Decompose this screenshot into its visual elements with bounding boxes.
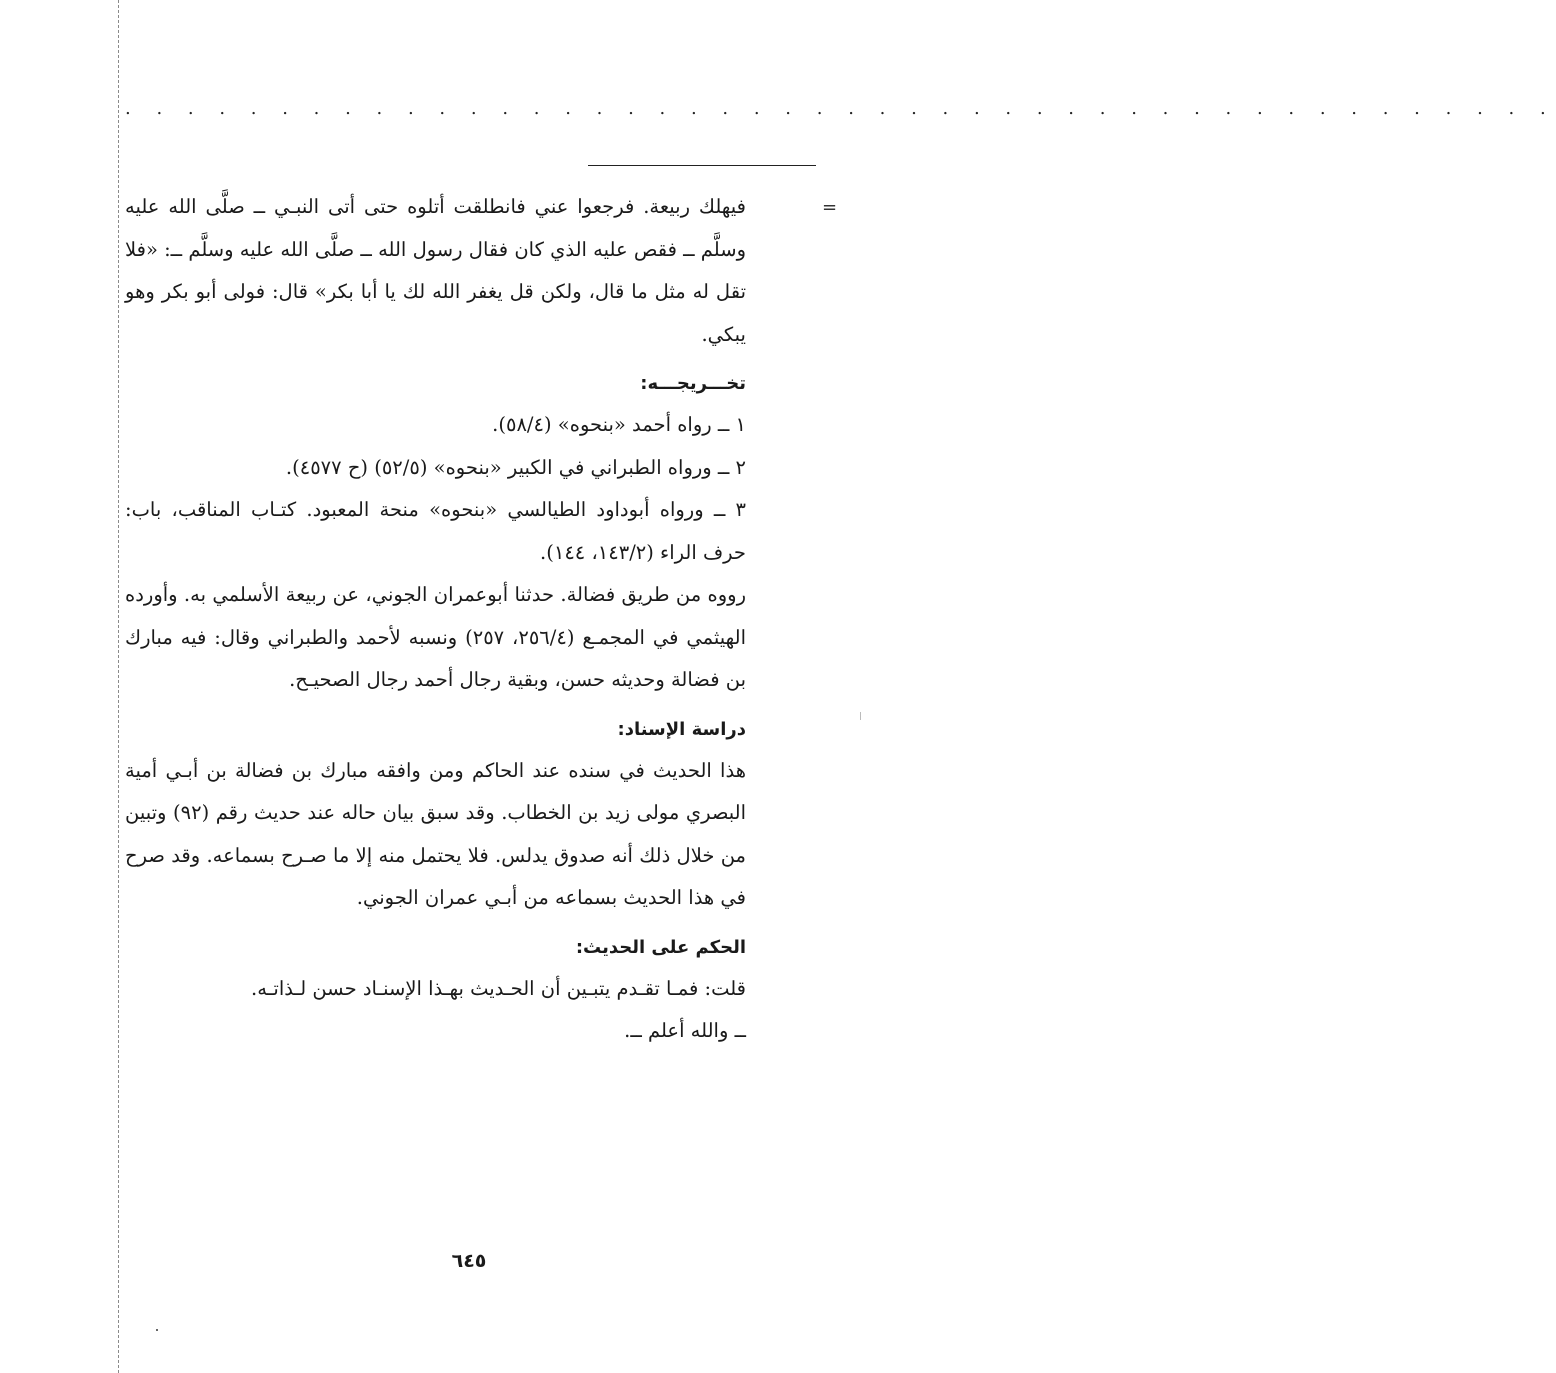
- binding-margin-line: [118, 0, 119, 1373]
- closing-phrase: ــ والله أعلم ــ.: [624, 1019, 746, 1042]
- scan-speck: [156, 1329, 158, 1331]
- scan-mark: [860, 712, 861, 720]
- takhrij-item-3: ٣ ــ ورواه أبوداود الطيالسي «بنحوه» منحة المعبود. كتـاب المناقب، باب: حرف الراء (١٤٣/٢، ١٤٤).: [125, 498, 746, 564]
- hukm-heading: الحكم على الحديث:: [575, 936, 746, 958]
- dotted-separator: . . . . . . . . . . . . . . . . . . . . . . . . . . . . . . . . . . . . . . . . . . . . . .: [125, 98, 1556, 119]
- section-rule: [588, 165, 816, 166]
- continuation-mark: =: [822, 197, 838, 218]
- takhrij-heading: تخـــريجـــه:: [640, 373, 746, 394]
- page-body: [125, 186, 746, 1053]
- hadith-text: فيهلك ربيعة. فرجعوا عني فانطلقت أتلوه حتى أتى النبـي ــ صلَّى الله عليه وسلَّم ــ فقص عليه الذي كان فقال رسول الله ــ صلَّى الله عليه وسلَّم ــ: «فلا تقل له مثل ما قال، ولكن قل يغفر الله لك يا أبا بكر» قال: فولى أبو بكر وهو يبكي.: [125, 195, 746, 346]
- takhrij-item-2: ٢ ــ ورواه الطبراني في الكبير «بنحوه» (٥٢/٥) (ح ٤٥٧٧).: [285, 455, 746, 479]
- hukm-text: قلت: فمـا تقـدم يتبـين أن الحـديث بهـذا الإسنـاد حسن لـذاتـه.: [251, 976, 746, 1000]
- isnad-heading: دراسة الإسناد:: [617, 718, 746, 740]
- isnad-text: هذا الحديث في سنده عند الحاكم ومن وافقه مبارك بن فضالة بن أبـي أمية البصري مولى زيد بن الخطاب. وقد سبق بيان حاله عند حديث رقم (٩٢) وتبين من خلال ذلك أنه صدوق يدلس. فلا يحتمل منه إلا ما صـرح بسماعه. وقد صرح في هذا الحديث بسماعه من أبـي عمران الجوني.: [125, 758, 747, 909]
- takhrij-note: رووه من طريق فضالة. حدثنا أبوعمران الجوني، عن ربيعة الأسلمي به. وأورده الهيثمي في المجمـع (٢٥٦/٤، ٢٥٧) ونسبه لأحمد والطبراني وقال: فيه مبارك بن فضالة وحديثه حسن، وبقية رجال أحمد رجال الصحيـح.: [125, 583, 746, 691]
- takhrij-item-1: ١ ــ رواه أحمد «بنحوه» (٥٨/٤).: [492, 413, 746, 436]
- page-number: ٦٤٥: [451, 1250, 487, 1272]
